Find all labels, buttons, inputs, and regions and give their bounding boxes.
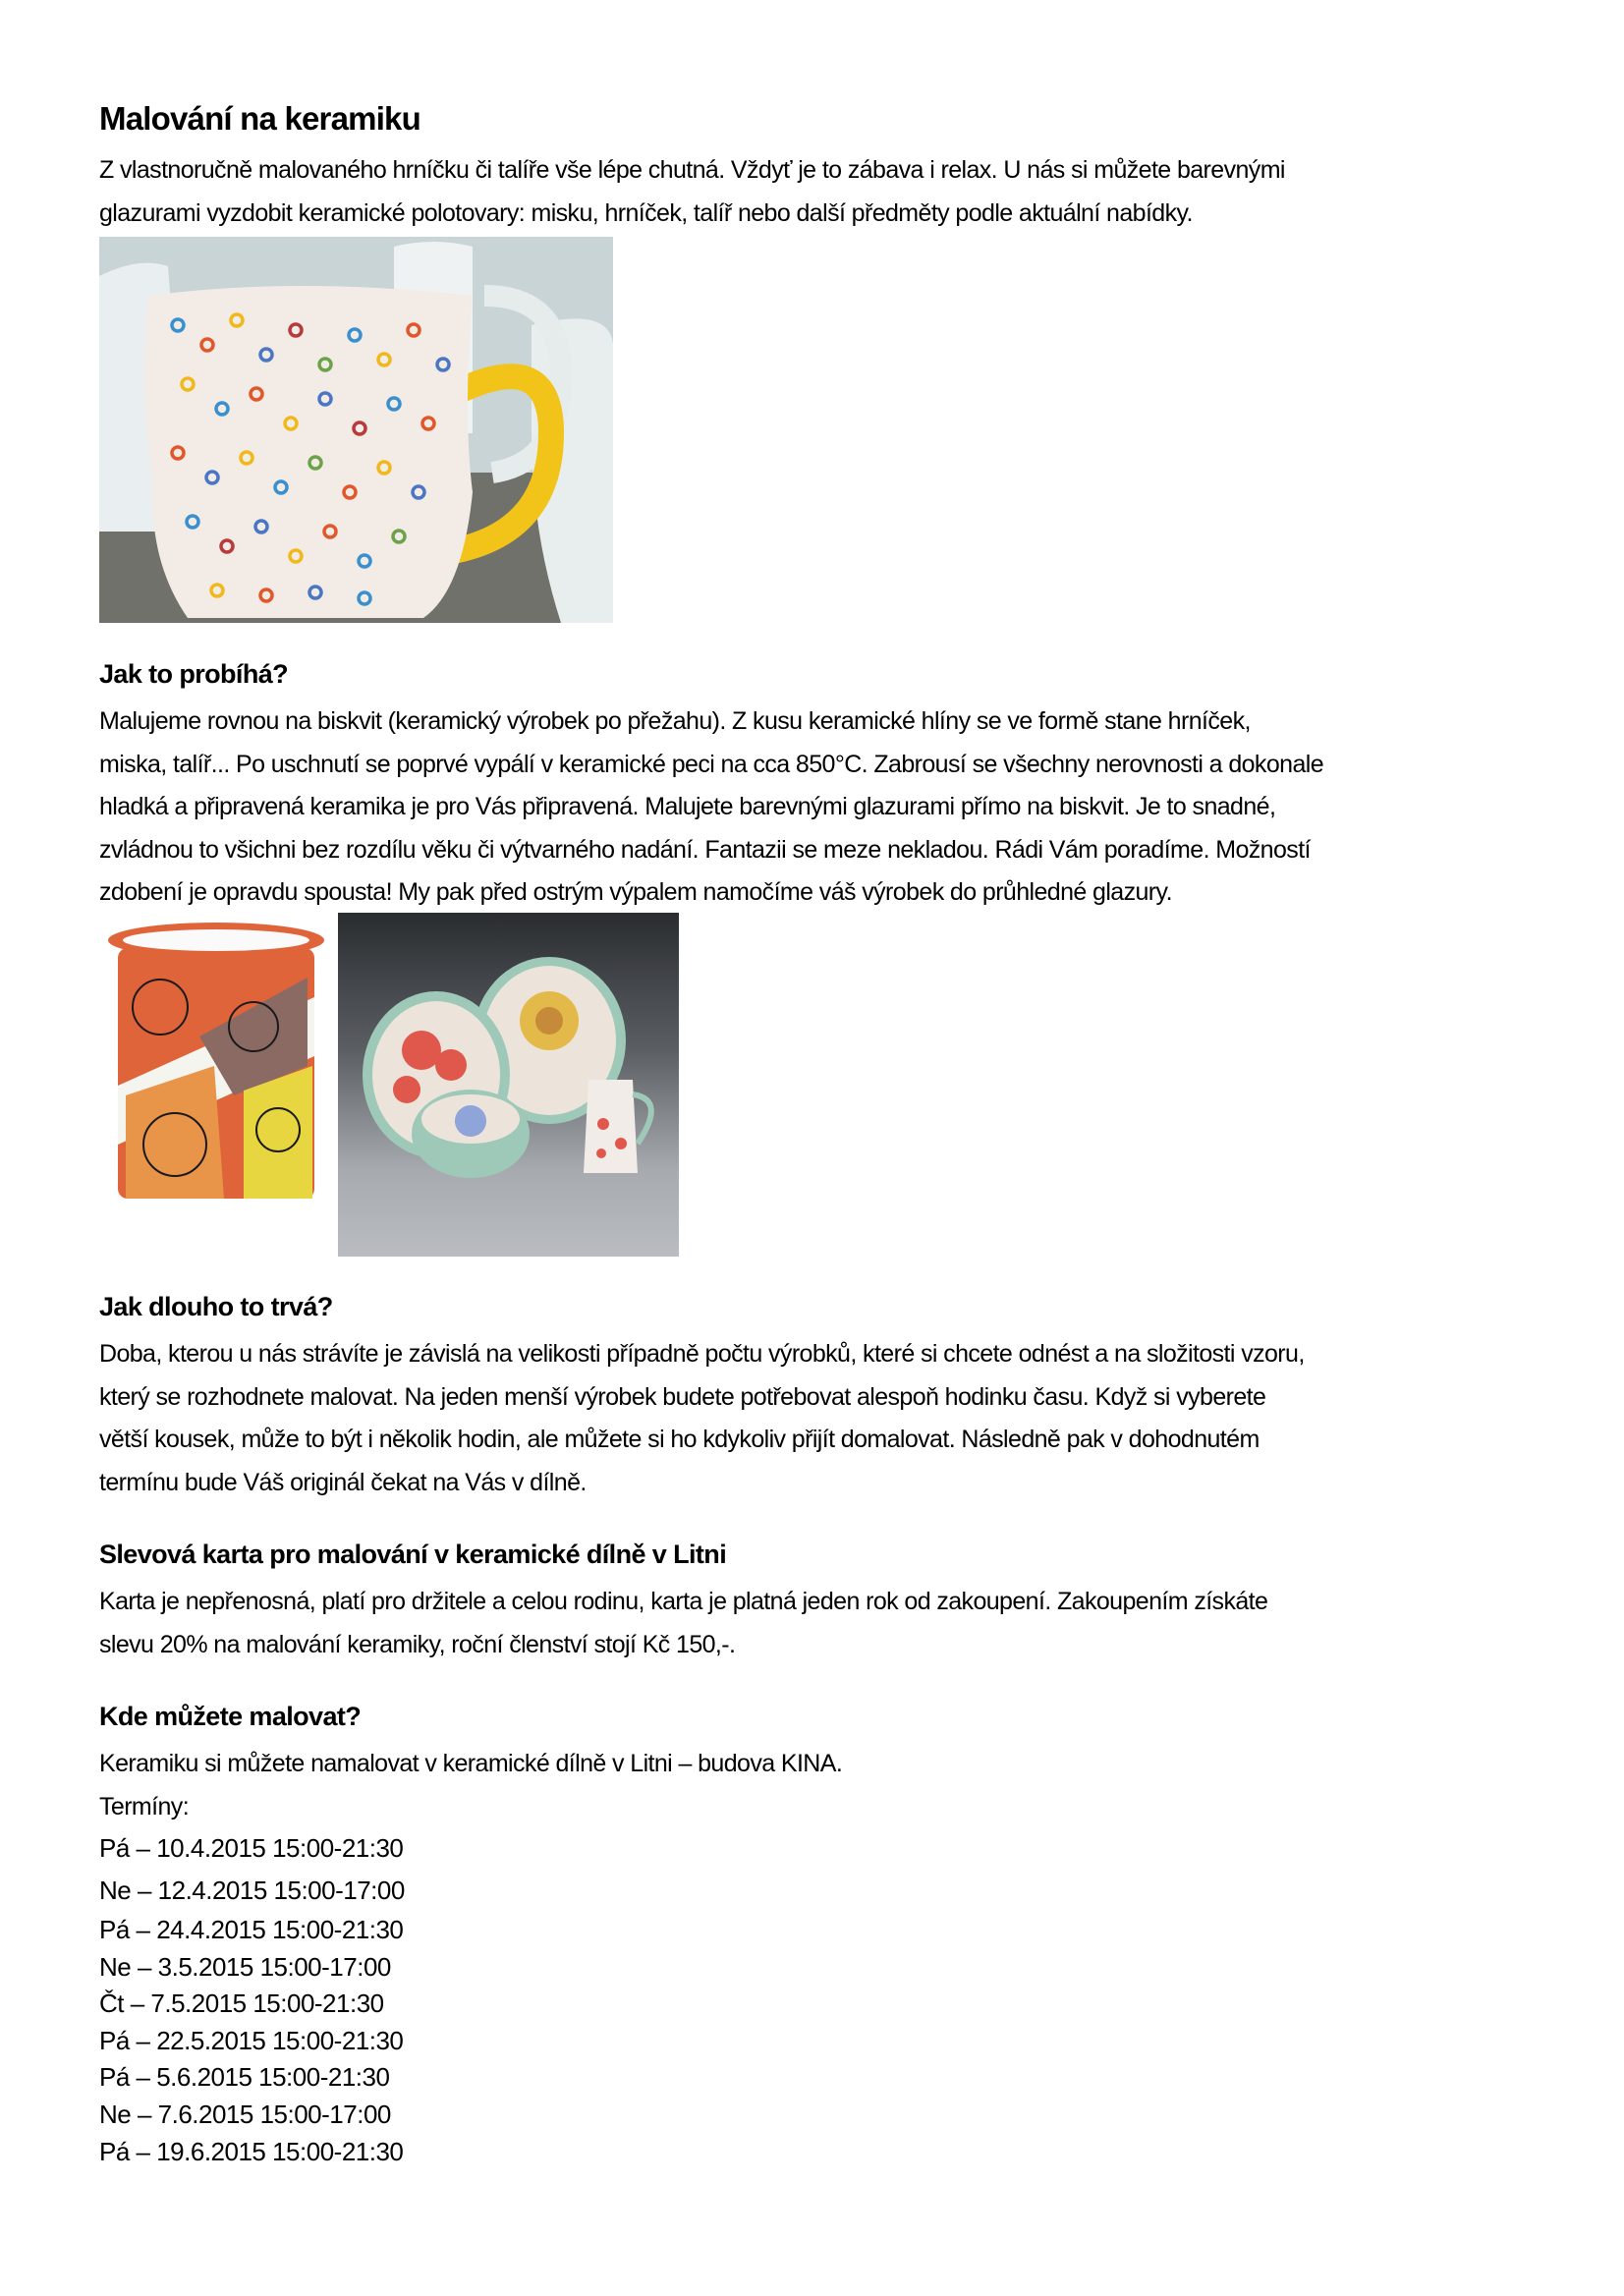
- schedule-item: Čt – 7.5.2015 15:00-21:30: [99, 1988, 384, 2019]
- how-line: Malujeme rovnou na biskvit (keramický výrobek po přežahu). Z kusu keramické hlíny se ve formě stane hrníček,: [99, 707, 1251, 735]
- how-paragraph: [99, 700, 1553, 915]
- card-line: Karta je nepřenosná, platí pro držitele a celou rodinu, karta je platná jeden rok od zakoupení. Zakoupením získáte: [99, 1588, 1268, 1615]
- schedule-item: Pá – 10.4.2015 15:00-21:30: [99, 1833, 404, 1863]
- painted-mug-photo: [99, 237, 613, 623]
- schedule-item: Ne – 3.5.2015 15:00-17:00: [99, 1951, 391, 1982]
- how-line: hladká a připravená keramika je pro Vás připravená. Malujete barevnými glazurami přímo na biskvit. Je to snadné,: [99, 793, 1276, 820]
- section-heading-how: Jak to probíhá?: [99, 659, 289, 689]
- schedule-item: Ne – 12.4.2015 15:00-17:00: [99, 1876, 405, 1905]
- duration-line: větší kousek, může to být i několik hodin, ale můžete si ho kdykoliv přijít domalovat. Následně pak v dohodnutém: [99, 1426, 1260, 1453]
- how-line: zvládnou to všichni bez rozdílu věku či výtvarného nadání. Fantazii se meze nekladou. Rádi Vám poradíme. Možností: [99, 835, 1311, 864]
- intro-line: Z vlastnoručně malovaného hrníčku či talíře vše lépe chutná. Vždyť je to zábava i relax. U nás si můžete barevnými: [99, 156, 1285, 184]
- how-line: miska, talíř... Po uschnutí se poprvé vypálí v keramické peci na cca 850°C. Zabrousí se všechny nerovnosti a dokonale: [99, 750, 1323, 778]
- section-heading-duration: Jak dlouho to trvá?: [99, 1292, 333, 1321]
- how-line: zdobení je opravdu spousta! My pak před ostrým výpalem namočíme váš výrobek do průhledné glazury.: [99, 878, 1172, 906]
- card-paragraph: [99, 1581, 1553, 1666]
- duration-line: který se rozhodnete malovat. Na jeden menší výrobek budete potřebovat alespoň hodinku času. Když si vyberete: [99, 1382, 1266, 1411]
- page-title: Malování na keramiku: [99, 100, 420, 137]
- schedule-item: Pá – 5.6.2015 15:00-21:30: [99, 2062, 390, 2093]
- vase-illustration: [106, 919, 330, 1213]
- duration-line: Doba, kterou u nás strávíte je závislá na velikosti případně počtu výrobků, které si chcete odnést a na složitosti vzoru,: [99, 1340, 1305, 1368]
- card-line: slevu 20% na malování keramiky, roční členství stojí Kč 150,-.: [99, 1630, 736, 1658]
- section-heading-where: Kde můžete malovat?: [99, 1702, 362, 1731]
- schedule-item: Pá – 22.5.2015 15:00-21:30: [99, 2025, 404, 2055]
- schedule-item: Ne – 7.6.2015 15:00-17:00: [99, 2099, 391, 2129]
- duration-paragraph: [99, 1333, 1553, 1504]
- schedule-list-continued: [99, 1912, 1553, 2170]
- section-heading-card: Slevová karta pro malování v keramické dílně v Litni: [99, 1540, 727, 1569]
- where-paragraph: [99, 1743, 1553, 1828]
- dates-label: Termíny:: [99, 1792, 190, 1820]
- schedule-item: Pá – 24.4.2015 15:00-21:30: [99, 1915, 404, 1944]
- duration-line: termínu bude Váš originál čekat na Vás v dílně.: [99, 1468, 587, 1496]
- intro-line: glazurami vyzdobit keramické polotovary: misku, hrníček, talíř nebo další předměty podle aktuální nabídky.: [99, 198, 1193, 227]
- intro-paragraph: [99, 149, 1553, 235]
- painted-plates-photo: [338, 913, 679, 1257]
- plates-illustration: [338, 913, 679, 1257]
- mug-illustration: [99, 237, 613, 623]
- painted-vase-photo: [106, 919, 330, 1213]
- schedule-item: Pá – 19.6.2015 15:00-21:30: [99, 2136, 404, 2166]
- schedule-list: [99, 1827, 1553, 1912]
- location-text: Keramiku si můžete namalovat v keramické dílně v Litni – budova KINA.: [99, 1750, 843, 1777]
